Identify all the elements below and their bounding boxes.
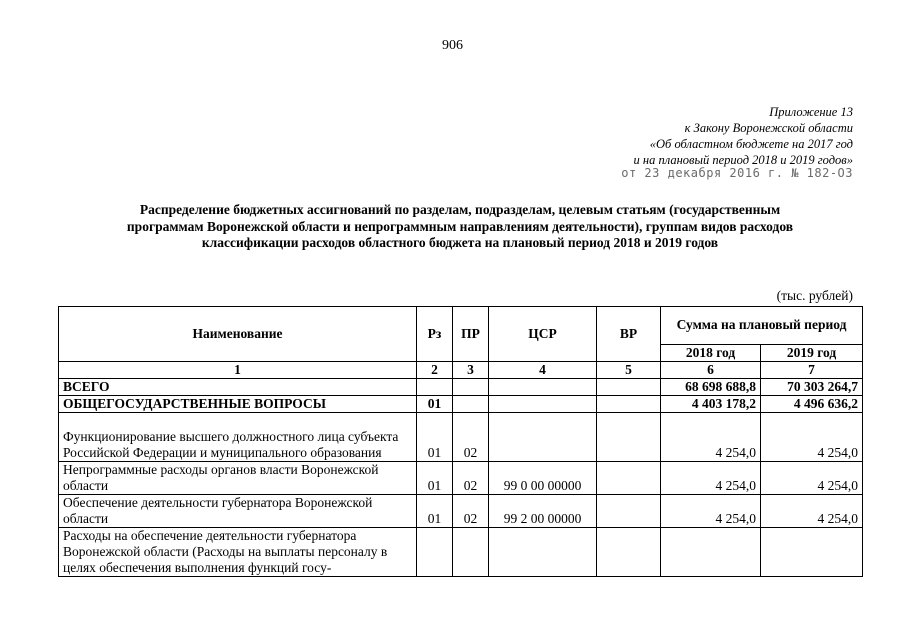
budget-table (58, 306, 863, 577)
row-csr: 99 2 00 00000 (489, 495, 597, 528)
row-vr (597, 396, 661, 413)
document-title (60, 202, 860, 252)
column-number: 2 (417, 362, 453, 379)
appendix-line: к Закону Воронежской области (684, 121, 853, 135)
row-2018: 4 254,0 (661, 495, 761, 528)
header-csr: ЦСР (489, 307, 597, 362)
column-numbers-row (59, 362, 863, 379)
title-line: программам Воронежской области и непрограммным направлениям деятельности), группам видов расходов (126, 218, 794, 234)
row-2019: 4 254,0 (761, 413, 863, 462)
row-2018: 4 403 178,2 (661, 396, 761, 413)
title-line: классификации расходов областного бюджета на плановый период 2018 и 2019 годов (201, 235, 719, 250)
row-pr: 02 (453, 495, 489, 528)
row-csr: 99 0 00 00000 (489, 462, 597, 495)
table-row (59, 528, 863, 577)
row-2018: 4 254,0 (661, 462, 761, 495)
row-rz: 01 (417, 396, 453, 413)
header-pr: ПР (453, 307, 489, 362)
row-pr (453, 396, 489, 413)
row-name: Обеспечение деятельности губернатора Воронежской области (59, 495, 417, 528)
table-row (59, 396, 863, 413)
row-rz: 01 (417, 462, 453, 495)
row-2018: 4 254,0 (661, 413, 761, 462)
row-pr (453, 379, 489, 396)
header-row (59, 307, 863, 345)
header-2018: 2018 год (661, 344, 761, 361)
header-vr: ВР (597, 307, 661, 362)
row-2019: 4 496 636,2 (761, 396, 863, 413)
row-pr: 02 (453, 462, 489, 495)
row-2019: 4 254,0 (761, 462, 863, 495)
row-name: Функционирование высшего должностного лица субъекта Российской Федерации и муниципального образования (59, 413, 417, 462)
row-vr (597, 495, 661, 528)
column-number: 3 (453, 362, 489, 379)
table-row (59, 495, 863, 528)
law-reference-stamp: от 23 декабря 2016 г. № 182-ОЗ (621, 166, 853, 180)
header-name: Наименование (59, 307, 417, 362)
header-2019: 2019 год (761, 344, 863, 361)
table-row (59, 379, 863, 396)
header-sum: Сумма на плановый период (661, 307, 863, 345)
appendix-line: Приложение 13 (769, 105, 853, 119)
row-rz: 01 (417, 495, 453, 528)
page-number: 906 (442, 38, 463, 53)
column-number: 5 (597, 362, 661, 379)
row-vr (597, 462, 661, 495)
row-name: Непрограммные расходы органов власти Воронежской области (59, 462, 417, 495)
appendix-line: «Об областном бюджете на 2017 год (649, 137, 853, 151)
units-label: (тыс. рублей) (776, 288, 853, 303)
row-name: ВСЕГО (59, 379, 417, 396)
title-line: Распределение бюджетных ассигнований по разделам, подразделам, целевым статьям (государственным (139, 202, 781, 217)
row-vr (597, 528, 661, 577)
row-csr (489, 379, 597, 396)
row-csr (489, 528, 597, 577)
column-number: 6 (661, 362, 761, 379)
row-vr (597, 379, 661, 396)
row-2019: 4 254,0 (761, 495, 863, 528)
row-name: ОБЩЕГОСУДАРСТВЕННЫЕ ВОПРОСЫ (59, 396, 417, 413)
row-vr (597, 413, 661, 462)
row-rz: 01 (417, 413, 453, 462)
row-csr (489, 413, 597, 462)
row-rz (417, 528, 453, 577)
row-rz (417, 379, 453, 396)
row-2018 (661, 528, 761, 577)
column-number: 4 (489, 362, 597, 379)
row-2019: 70 303 264,7 (761, 379, 863, 396)
table-row (59, 462, 863, 495)
column-number: 7 (761, 362, 863, 379)
table-row (59, 413, 863, 462)
appendix-header (634, 104, 853, 168)
column-number: 1 (59, 362, 417, 379)
row-2019 (761, 528, 863, 577)
row-pr: 02 (453, 413, 489, 462)
row-csr (489, 396, 597, 413)
row-2018: 68 698 688,8 (661, 379, 761, 396)
row-pr (453, 528, 489, 577)
appendix-line: и на плановый период 2018 и 2019 годов» (633, 153, 853, 167)
row-name: Расходы на обеспечение деятельности губернатора Воронежской области (Расходы на выплаты персоналу в целях обеспечения выполнения функций госу- (59, 528, 417, 577)
header-rz: Рз (417, 307, 453, 362)
